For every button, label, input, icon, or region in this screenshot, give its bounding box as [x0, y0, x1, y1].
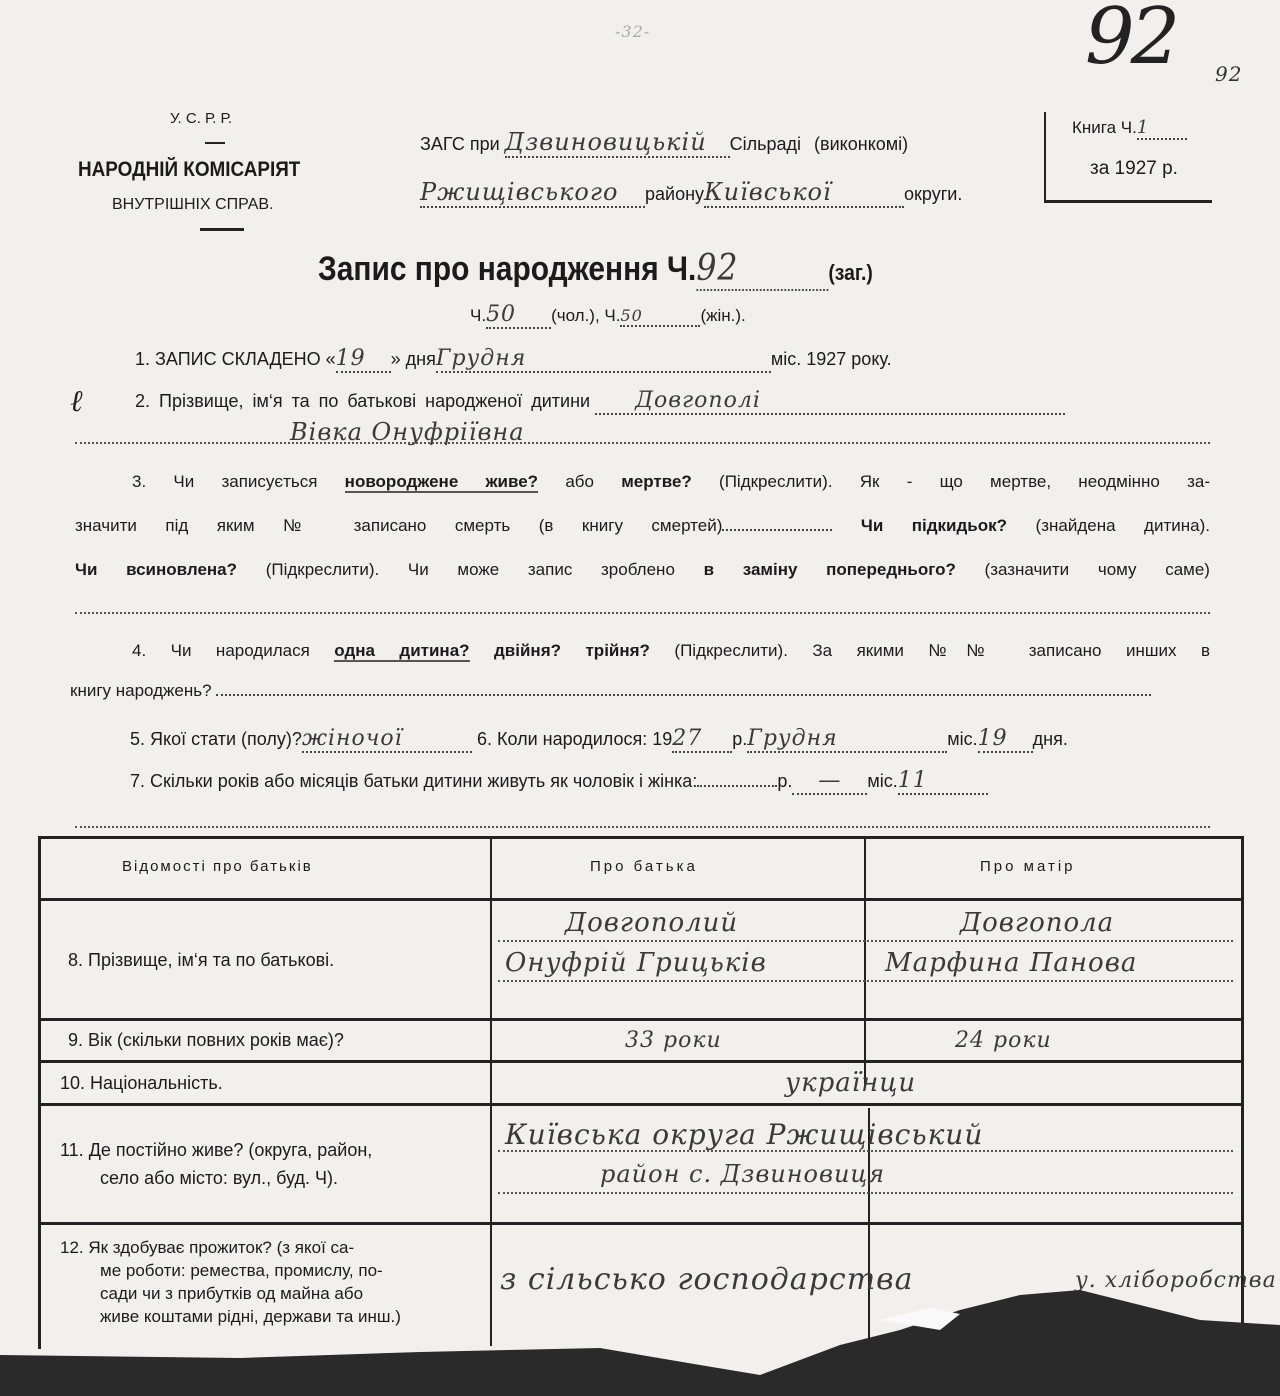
item-3-text-5: (Підкреслити). Чи може запис зроблено	[265, 560, 675, 579]
option-twins[interactable]: двійня?	[494, 641, 562, 660]
row-10-label: 10. Національність.	[60, 1073, 223, 1093]
birth-year: 27	[672, 726, 732, 753]
zags-suffix: Сільраді (виконкомі)	[729, 134, 909, 154]
day-suffix: дня.	[1032, 729, 1068, 749]
table-header-mother: Про матір	[980, 858, 1076, 875]
item-2	[135, 388, 1065, 415]
mother-occupation: у. хліборобства	[1075, 1268, 1277, 1293]
female-number: 50	[620, 306, 700, 327]
child-sex: жіночої	[302, 726, 472, 753]
item-1	[135, 346, 892, 373]
table-header-father: Про батька	[590, 858, 698, 875]
item-3-text-6: (зазначити чому саме)	[984, 560, 1210, 579]
title-suffix: (заг.)	[828, 260, 873, 285]
item-7-label: 7. Скільки років або місяців батьки дитини живуть як чоловік і жінка:	[130, 771, 698, 791]
item-3-text-2: (Підкреслити). Як - що мертве, неодмінно за-	[719, 472, 1210, 491]
record-day: 19	[336, 346, 391, 373]
item-2-label: 2. Прізвище, ім‘я та по батькові народженої дитини	[135, 391, 591, 411]
commissariat-title: НАРОДНІЙ КОМІСАРІЯТ	[78, 158, 301, 181]
child-surname: Довгополі	[595, 388, 1065, 415]
year-suffix: р.	[732, 729, 748, 749]
option-single[interactable]: одна дитина?	[334, 641, 470, 660]
item-3-text-3: значити під яким № записано смерть (в книгу смертей)	[75, 516, 723, 535]
foundling-question: Чи підкидьок?	[860, 516, 1008, 535]
item-6-label: 6. Коли народилося: 19	[476, 729, 673, 749]
item-4-line-2	[70, 681, 1151, 701]
birth-day: 19	[978, 726, 1033, 753]
death-record-field[interactable]	[722, 529, 832, 531]
zags-line	[420, 128, 908, 158]
nationality: українци	[785, 1068, 917, 1098]
row-8-label: 8. Прізвище, ім‘я та по батькові.	[68, 950, 335, 970]
item-3-line-3	[75, 560, 1210, 580]
father-surname: Довгополий	[565, 908, 739, 938]
row-12-label-line: сади чи з прибутків од майна або	[100, 1284, 364, 1303]
replacement-question: в заміну попереднього?	[703, 560, 956, 579]
item-4-line-1	[75, 641, 1210, 661]
mother-name: Марфина Панова	[885, 948, 1138, 978]
title-text: Запис про народження Ч.	[318, 250, 697, 288]
father-name: Онуфрій Грицьків	[505, 948, 767, 978]
book-number-line	[1072, 117, 1187, 140]
row-12-label-line: 12. Як здобуває прожиток? (з якої са-	[60, 1238, 355, 1257]
record-month: Грудня	[436, 346, 771, 373]
margin-mark: ℓ	[70, 384, 84, 419]
row-9-label: 9. Вік (скільки повних років має)?	[68, 1030, 344, 1050]
child-name: Вівка Онуфріївна	[290, 418, 525, 446]
residence-line-1: Київська округа Ржищівський	[505, 1118, 984, 1151]
marriage-years	[697, 785, 777, 787]
male-number: 50	[486, 302, 551, 329]
page-number-large: 92	[1085, 0, 1177, 82]
item-1-end: міс. 1927 року.	[770, 349, 892, 369]
commissariat-subtitle: ВНУТРІШНІХ СПРАВ.	[112, 196, 274, 213]
table-header-info: Відомості про батьків	[122, 858, 313, 875]
book-label: Книга Ч.	[1072, 118, 1137, 137]
option-triplets[interactable]: трійня?	[585, 641, 650, 660]
okruha-label: округи.	[904, 184, 963, 204]
torn-paper-edge	[0, 1290, 1280, 1396]
male-prefix: Ч.	[470, 306, 487, 325]
district-line	[420, 178, 962, 208]
item-1-mid: » дня	[390, 349, 436, 369]
record-number: 92	[696, 248, 828, 291]
birth-month: Грудня	[747, 726, 947, 753]
mother-surname: Довгопола	[960, 908, 1115, 938]
book-number: 1	[1137, 117, 1187, 140]
item-3-or: або	[565, 472, 594, 491]
item-3-text: 3. Чи записується	[132, 472, 318, 491]
zags-village: Дзвиновицькій	[505, 128, 730, 158]
item-1-label: 1. ЗАПИС СКЛАДЕНО «	[135, 349, 336, 369]
marriage-months: 11	[898, 768, 988, 795]
gender-counts	[470, 302, 746, 329]
republic-label: У. С. Р. Р.	[170, 110, 232, 127]
item-5-label: 5. Якої стати (полу)?	[130, 729, 302, 749]
residence-line-2: район с. Дзвиновиця	[600, 1160, 886, 1188]
zags-prefix: ЗАГС при	[420, 134, 500, 154]
male-label: (чол.), Ч.	[551, 306, 621, 325]
item-4-text-2: (Підкреслити). За якими №№ записано инших в	[674, 641, 1210, 660]
months-suffix: міс.	[867, 771, 898, 791]
district-label: району	[645, 184, 705, 204]
item-4-text-3: книгу народжень?	[70, 681, 212, 700]
page-number-small: 92	[1215, 62, 1243, 86]
mother-age: 24 роки	[955, 1028, 1052, 1053]
item-3-text-4: (знайдена дитина).	[1035, 516, 1210, 535]
item-3-line-2	[75, 516, 1210, 536]
female-label: (жін.).	[700, 306, 746, 325]
item-4-text: 4. Чи народилася	[132, 641, 310, 660]
row-12-label-line: живе коштами рідні, держави та инш.)	[100, 1307, 401, 1326]
okruha-value: Київської	[704, 178, 904, 208]
option-dead[interactable]: мертве?	[621, 472, 692, 491]
month-suffix: міс.	[947, 729, 978, 749]
item-5-6	[130, 726, 1068, 753]
father-occupation: з сільсько господарства	[500, 1262, 914, 1297]
row-11-label-2: село або місто: вул., буд. Ч).	[100, 1168, 338, 1188]
item-7	[130, 768, 988, 795]
book-year: за 1927 р.	[1090, 158, 1178, 179]
page-title	[318, 248, 873, 291]
row-11-label-1: 11. Де постійно живе? (округа, район,	[60, 1140, 373, 1160]
option-alive[interactable]: новороджене живе?	[344, 472, 539, 491]
father-age: 33 роки	[625, 1028, 722, 1053]
item-3-line-1	[75, 472, 1210, 492]
row-12-label-line: ме роботи: ремества, промислу, по-	[100, 1261, 383, 1280]
years-suffix: р.	[777, 771, 793, 791]
district-value: Ржищівського	[420, 178, 645, 208]
other-records-field[interactable]	[216, 694, 1151, 696]
adopted-question: Чи всиновлена?	[75, 560, 238, 579]
archive-number: -32-	[615, 22, 651, 41]
marriage-dash: —	[792, 768, 867, 795]
